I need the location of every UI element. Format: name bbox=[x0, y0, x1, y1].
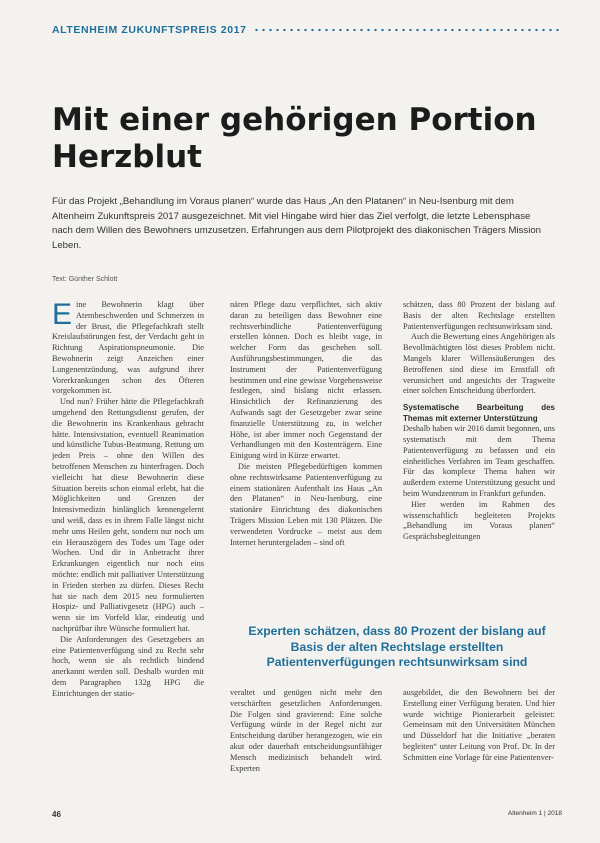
byline: Text: Günther Schlott bbox=[52, 276, 118, 283]
pull-quote: Experten schätzen, dass 80 Prozent der bislang auf Basis der alten Rechtslage erstellten Patientenverfügungen rechtsunwirksam sind bbox=[248, 624, 546, 669]
paragraph bbox=[52, 300, 204, 397]
body-column-3-bottom bbox=[403, 688, 555, 764]
paragraph: ausgebildet, die den Bewohnern bei der Erstellung einer Verfügung beraten. Und hier wurde wichtige Pionierarbeit geleistet: Gemeinsam mit den Universitäten München und Düsseldorf hat die Initiative „beraten begleiten“ unter Leitung von Prof. Dr. In der Schmitten eine Vorlage für eine Patientenver- bbox=[403, 688, 555, 762]
paragraph: Deshalb haben wir 2016 damit begonnen, uns systematisch mit dem Thema Patientenverfügung zu befassen und ein einheitliches Verfahren im Team geschaffen. Für das komplexe Thema haben wir außerdem externe Unterstützung gesucht und beim Wundzentrum in Frankfurt gefunden. bbox=[403, 424, 555, 498]
body-column-3 bbox=[403, 300, 555, 543]
paragraph: Auch die Bewertung eines Angehörigen als Bevollmächtigten löst dieses Problem nicht. Mangels klarer Willensäußerungen des Betroffenen sind diese im Ernstfall oft verunsichert und angesichts der Tragweite einer solchen Entscheidung überfordert. bbox=[403, 332, 556, 396]
body-column-1 bbox=[52, 300, 204, 699]
paragraph: veraltet und genügen nicht mehr den verschärften gesetzlichen Anforderungen. Die Folgen sind gravierend: Eine solche Verfügung würde in der Regel nicht zur Entscheidung darüber herangezogen, wie ein akut oder dauerhaft entscheidungsunfähiger Mensch medizinisch behandelt wird. Experten bbox=[230, 688, 382, 773]
dropcap: E bbox=[52, 298, 73, 331]
body-column-2-bottom bbox=[230, 688, 382, 774]
paragraph: Die Anforderungen des Gesetzgebers an eine Patientenverfügung sind zu Recht sehr hoch, wenn sie als rechtlich bindend anerkannt werden soll. Deshalb wurden mit dem Paragraphen 132g HPG die Einrichtungen der statio- bbox=[52, 634, 204, 698]
section-header bbox=[52, 22, 562, 38]
paragraph: nären Pflege dazu verpflichtet, sich aktiv daran zu beteiligen dass Bewohner eine rechtsverbindliche Patientenverfügung erstellen können. Doch es bleibt vage, in welcher Form das geschehen soll. Ausführungsbestimmungen, die das Instrument der Patientenverfügung bestimmen und eine gewisse Vorgehensweise festlegen, sind bislang nicht erlassen. Hinsichtlich der Refinanzierung des Aufwands sagt der Gesetzgeber zwar seine finanzielle Unterstützung zu, in welcher Höhe, ist aber immer noch Gegenstand der Verhandlungen mit den Kostenträgern. Eine Einigung wird in Kürze erwartet. bbox=[230, 300, 382, 461]
body-column-2 bbox=[230, 300, 382, 548]
paragraph: schätzen, dass 80 Prozent der bislang auf Basis der alten Rechtslage erstellten Patientenverfügungen rechtsunwirksam sind. bbox=[403, 300, 555, 331]
section-kicker: ALTENHEIM ZUKUNFTSPREIS 2017 bbox=[52, 24, 247, 36]
article-lead: Für das Projekt „Behandlung im Voraus planen“ wurde das Haus „An den Platanen“ in Neu-Isenburg mit dem Altenheim Zukunftspreis 2017 ausgezeichnet. Mit viel Hingabe wird hier das Ziel verfolgt, die letzte Lebensphase nach dem Willen des Bewohners umzusetzen. Erfahrungen aus dem Pilotprojekt des diakonischen Trägers Mission Leben. bbox=[52, 196, 541, 251]
magazine-issue: Altenheim 1 | 2018 bbox=[507, 810, 562, 817]
dotted-rule bbox=[253, 28, 562, 32]
paragraph: Die meisten Pflegebedürftigen kommen ohne rechtswirksame Patientenverfügung zu einem stationären Aufenthalt ins Haus „An den Platanen“ in Neu-Isenburg, eine stationäre Einrichtung des diakonischen Trägers Mission Leben mit 130 Plätzen. Die verwendeten Vordrucke – meist aus dem Internet heruntergeladen – sind oft bbox=[230, 461, 382, 547]
article-headline: Mit einer gehörigen Portion Herzblut bbox=[52, 102, 537, 175]
paragraph: Und nun? Früher hätte die Pflegefachkraft umgehend den Rettungsdienst gerufen, der die Bewohnerin ins Krankenhaus gebracht hätte. Intensivstation, eventuell Reanimation und künstliche Tubus-Beatmung. Rettung um jeden Preis – ohne den Willen des betroffenen Menschen zu hinterfragen. Doch vielleicht hat diese Bewohnerin diese Situation bereits schon einmal erlebt, hat die Möglichkeiten und Grenzen der Intensivmedizin hinlänglich kennengelernt und weiß, dass es in ihrem Falle längst nicht mehr ums Heilen geht, sondern nur noch um ein Herauszögern des Todes um Tage oder Wochen. Und dir in Anbetracht ihrer Erkrankungen eigentlich nur noch eins möchte: endlich mit palliativer Unterstützung in Frieden sterben zu dürfen. Dieses Recht hat sie nach dem 2015 neu formulierten Hospiz- und Palliativgesetz (HPG) auch – wenn sie im Vorfeld klar, eindeutig und nachprüfbar ihre Wünsche formuliert hat. bbox=[52, 397, 204, 633]
paragraph: Hier werden im Rahmen des wissenschaftlich begleiteten Projekts „Behandlung im Voraus planen“ Gesprächsbegleitungen bbox=[403, 499, 555, 542]
subheading: Systematische Bearbeitung des Themas mit externer Unterstützung bbox=[403, 403, 555, 423]
paragraph-text: ine Bewohnerin klagt über Atembeschwerden und Schmerzen in der Brust, die Pflegefachkraft stellt Kreislaufstörungen fest, der Verdacht geht in Richtung Aspirationspneumonie. Die Bewohnerin zeigt Anzeichen einer Lungenentzündung, was aufgrund ihrer Vorerkrankungen schon des Öfteren vorgekommen ist. bbox=[52, 300, 204, 396]
page-number: 46 bbox=[52, 810, 61, 819]
